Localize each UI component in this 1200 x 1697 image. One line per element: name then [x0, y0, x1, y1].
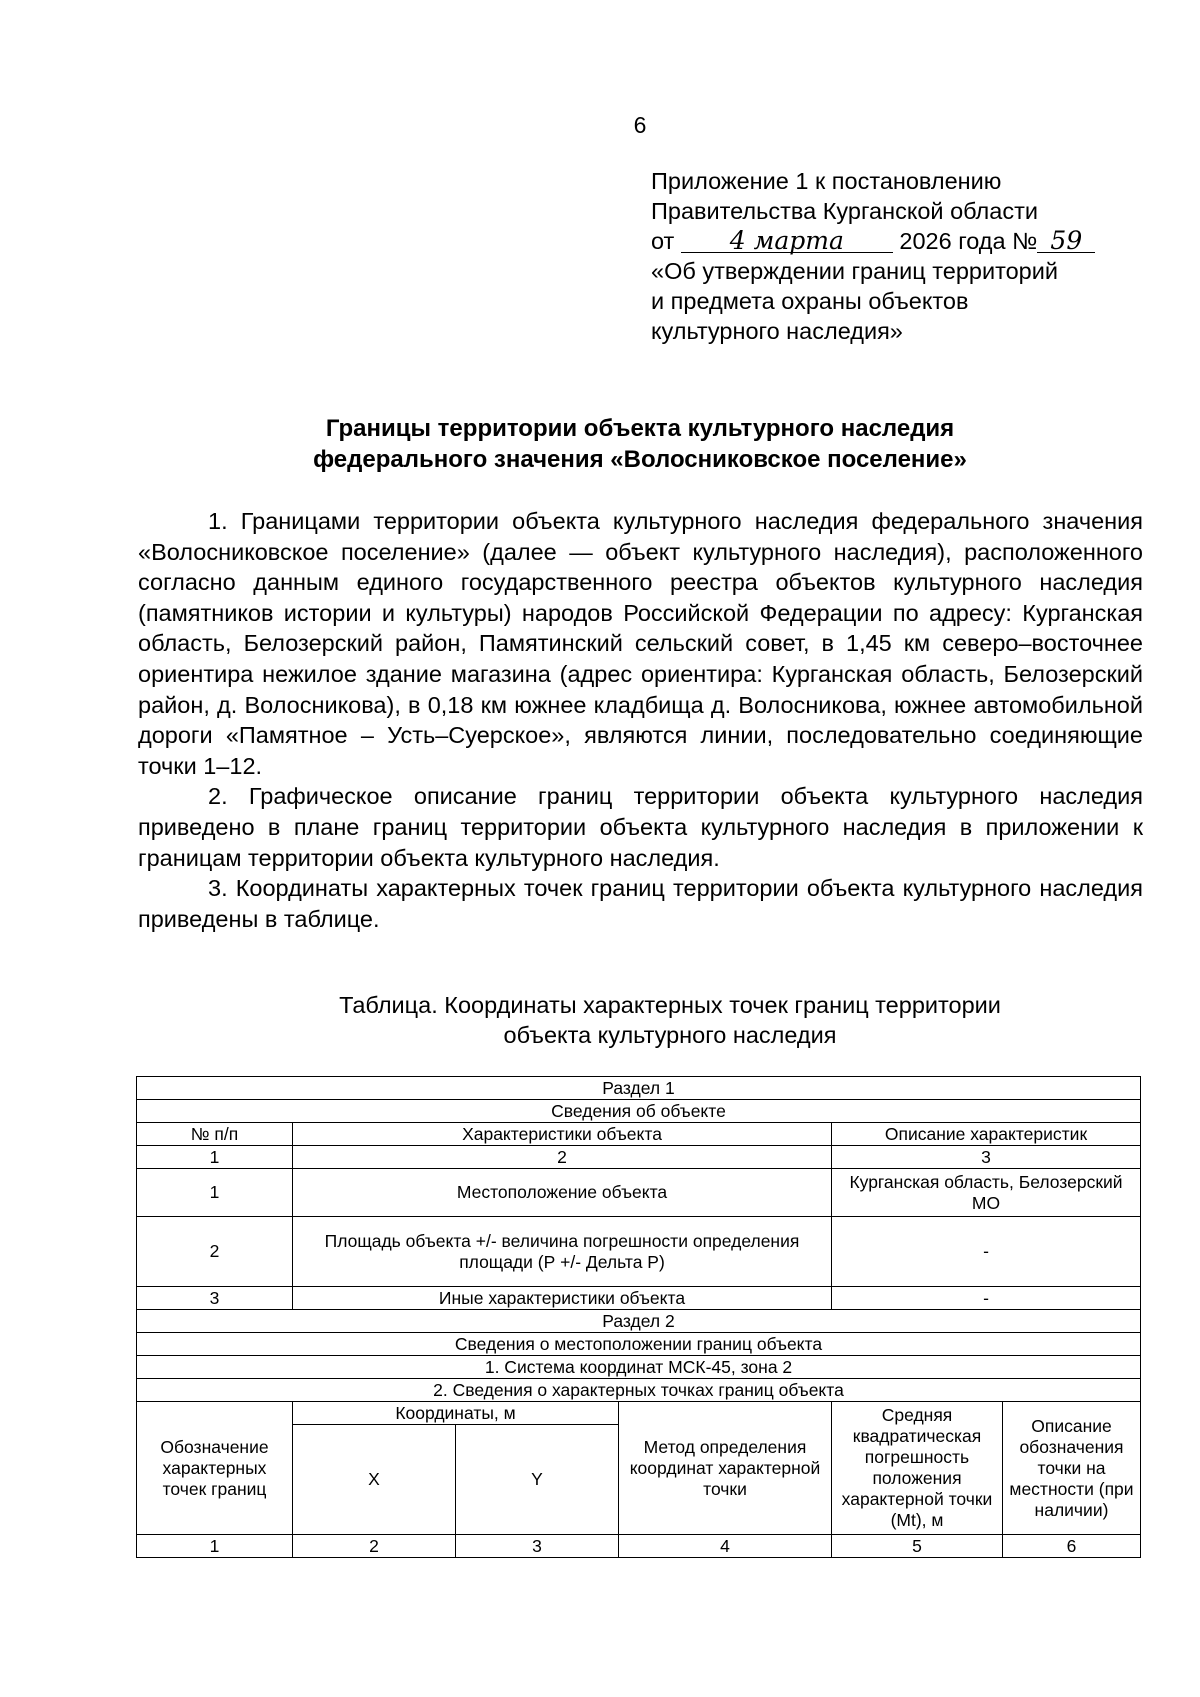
table-row — [137, 1169, 1141, 1217]
table-row — [137, 1077, 1141, 1100]
body-text — [138, 506, 1143, 934]
table-caption — [0, 990, 1200, 1050]
row-characteristic: Иные характеристики объекта — [293, 1287, 832, 1310]
column-number: 5 — [832, 1535, 1003, 1558]
row-number: 2 — [137, 1217, 293, 1287]
paragraph-3: 3. Координаты характерных точек границ территории объекта культурного наследия приведены в таблице. — [138, 875, 1143, 932]
paragraph-1: 1. Границами территории объекта культурного наследия федерального значения «Волосниковское поселение» (далее — объект культурного наследия), расположенного согласно данным единого государственного реестра объектов культурного наследия (памятников истории и культуры) народов Российской Федерации по адресу: Курганская область, Белозерский район, Памятинский сельский совет, в 1,45 км северо–восточнее ориентира нежилое здание магазина (адрес ориентира: Курганская область, Белозерский район, д. Волосникова), в 0,18 км южнее кладбища д. Волосникова, южнее автомобильной дороги «Памятное – Усть–Суерское», являются линии, последовательно соединяющие точки 1–12. — [138, 508, 1143, 779]
appendix-line-5: и предмета охраны объектов — [651, 288, 969, 314]
row-value: Курганская область, Белозерский МО — [832, 1169, 1141, 1217]
table-caption-line-1: Таблица. Координаты характерных точек границ территории — [339, 992, 1001, 1018]
table-row — [137, 1379, 1141, 1402]
header-col-number: 1 — [137, 1146, 293, 1169]
table-row — [137, 1310, 1141, 1333]
header-description: Описание характеристик — [832, 1123, 1141, 1146]
header-designation: Обозначение характерных точек границ — [137, 1402, 293, 1535]
row-number: 3 — [137, 1287, 293, 1310]
header-method: Метод определения координат характерной точки — [619, 1402, 832, 1535]
header-characteristics: Характеристики объекта — [293, 1123, 832, 1146]
handwritten-date: 4 марта — [681, 230, 893, 253]
column-number: 3 — [456, 1535, 619, 1558]
section-1-title: Раздел 1 — [137, 1077, 1141, 1100]
points-info: 2. Сведения о характерных точках границ объекта — [137, 1379, 1141, 1402]
appendix-line-6: культурного наследия» — [651, 318, 903, 344]
column-number: 6 — [1003, 1535, 1141, 1558]
table-row — [137, 1333, 1141, 1356]
section-2-subtitle: Сведения о местоположении границ объекта — [137, 1333, 1141, 1356]
column-number: 2 — [293, 1535, 456, 1558]
table-caption-line-2: объекта культурного наследия — [503, 1022, 837, 1048]
header-col-number: 2 — [293, 1146, 832, 1169]
appendix-date-line — [651, 226, 1151, 256]
row-value: - — [832, 1217, 1141, 1287]
header-number: № п/п — [137, 1123, 293, 1146]
table-row — [137, 1100, 1141, 1123]
header-coordinates: Координаты, м — [293, 1402, 619, 1425]
coordinate-system: 1. Система координат МСК-45, зона 2 — [137, 1356, 1141, 1379]
header-col-number: 3 — [832, 1146, 1141, 1169]
row-characteristic: Площадь объекта +/- величина погрешности определения площади (Р +/- Дельта Р) — [293, 1217, 832, 1287]
column-number: 1 — [137, 1535, 293, 1558]
table-row — [137, 1217, 1141, 1287]
table-row — [137, 1146, 1141, 1169]
document-title — [0, 413, 1200, 475]
header-error: Средняя квадратическая погрешность положения характерной точки (Mt), м — [832, 1402, 1003, 1535]
header-y: Y — [456, 1425, 619, 1535]
appendix-year: 2026 года № — [899, 228, 1038, 254]
appendix-line-4: «Об утверждении границ территорий — [651, 258, 1059, 284]
table-row — [137, 1287, 1141, 1310]
header-point-description: Описание обозначения точки на местности (при наличии) — [1003, 1402, 1141, 1535]
appendix-header — [651, 166, 1151, 346]
title-line-1: Границы территории объекта культурного наследия — [325, 415, 955, 442]
table-row — [137, 1356, 1141, 1379]
section-1-subtitle: Сведения об объекте — [137, 1100, 1141, 1123]
page-number: 6 — [633, 112, 647, 138]
table-row — [137, 1535, 1141, 1558]
header-x: X — [293, 1425, 456, 1535]
appendix-line-2: Правительства Курганской области — [651, 198, 1038, 224]
coordinates-table — [136, 1076, 1141, 1558]
title-line-2: федерального значения «Волосниковское поселение» — [313, 446, 967, 473]
paragraph-2: 2. Графическое описание границ территории объекта культурного наследия приведено в плане границ территории объекта культурного наследия в приложении к границам территории объекта культурного наследия. — [138, 783, 1143, 871]
table-row — [137, 1402, 1141, 1425]
section-2-title: Раздел 2 — [137, 1310, 1141, 1333]
row-value: - — [832, 1287, 1141, 1310]
appendix-from: от — [651, 228, 675, 254]
column-number: 4 — [619, 1535, 832, 1558]
table-row — [137, 1123, 1141, 1146]
handwritten-number: 59 — [1037, 230, 1095, 253]
appendix-line-1: Приложение 1 к постановлению — [651, 168, 1002, 194]
row-characteristic: Местоположение объекта — [293, 1169, 832, 1217]
row-number: 1 — [137, 1169, 293, 1217]
